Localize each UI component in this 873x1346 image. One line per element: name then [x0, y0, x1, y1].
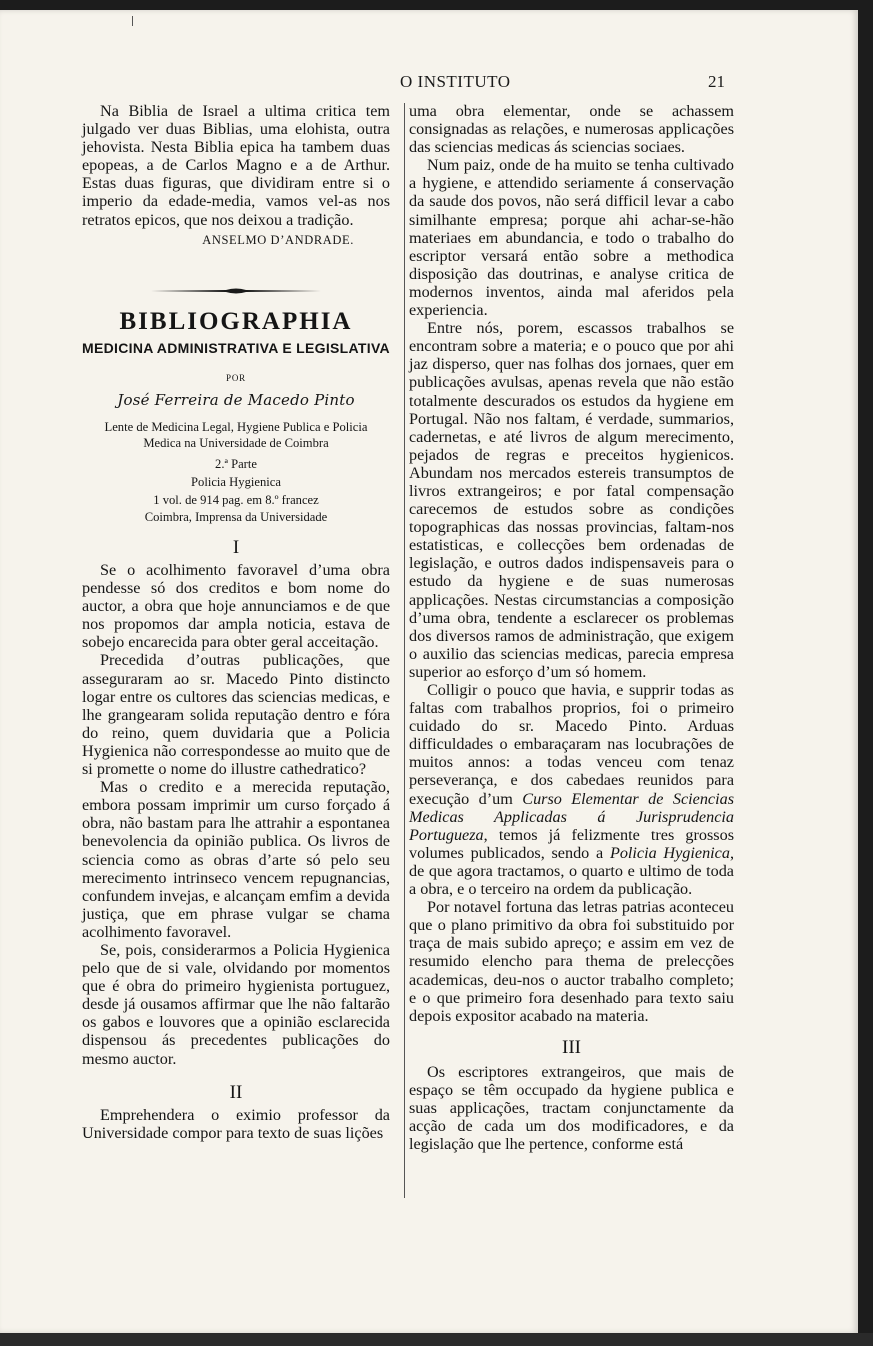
- book-author: José Ferreira de Macedo Pinto: [117, 391, 355, 410]
- intro-paragraph: Na Biblia de Israel a ultima critica tem julgado ver duas Biblias, uma elohista, outra jehovista. Nesta Biblia epica ha tambem duas epopeas, a de Carlos Magno e a de Arthur. Estas duas figuras, que dividiram entre si o imperio da edade-media, vamos vel-as nos retratos epicos, que nos deixou a tradição.: [82, 102, 390, 229]
- paragraph: Os escriptores extrangeiros, que mais de espaço se têm occupado da hygiene publica e suas applicações, tractam conjunctamente da acção de cada um dos modificadores, e da legislação que lhe pertence, conforme está: [409, 1062, 734, 1154]
- page-header: [60, 68, 750, 98]
- page-number: 21: [708, 72, 725, 91]
- paragraph: Precedida d’outras publicações, que asseguraram ao sr. Macedo Pinto distincto logar entre os cultores das sciencias medicas, e lhe grangearam solida reputação dentro e fóra do reino, quem duvidaria que a Policia Hygienica não correspondesse ao muito que de si promette o nome do illustre cathedratico?: [82, 651, 390, 779]
- right-column: [409, 102, 734, 1153]
- paragraph: Se, pois, considerarmos a Policia Hygienica pelo que de si vale, olvidando por momentos que é obra do primeiro hygienista portuguez, desde já ousamos affirmar que lhe não faltarão os gabos e louvores que a opinião esclarecida dispensou ás precedentes publicações do mesmo auctor.: [82, 940, 390, 1068]
- por-label: POR: [226, 372, 246, 383]
- running-head: O INSTITUTO: [400, 72, 511, 91]
- affiliation-line-2: Medica na Universidade de Coimbra: [143, 436, 329, 451]
- section-heading-ii: II: [229, 1081, 243, 1103]
- paragraph: [409, 681, 734, 898]
- book-details: [82, 419, 390, 525]
- left-column: [82, 102, 390, 1142]
- text-run: Colligir o pouco que havia, e supprir todas as faltas com trabalhos proprios, foi o primeiro cuidado do sr. Macedo Pinto. Arduas difficuldades o embaraçaram nas locubrações de muitos annos: a todas venceu com tenaz perseverança, e dos cabedaes reunidos para execução d’um: [409, 681, 734, 808]
- article-signature: ANSELMO D’ANDRADE.: [202, 232, 354, 247]
- book-volume: 1 vol. de 914 pag. em 8.º francez: [153, 493, 319, 508]
- section-heading-i: I: [232, 536, 240, 558]
- affiliation-line-1: Lente de Medicina Legal, Hygiene Publica e Policia: [104, 420, 368, 435]
- paragraph: Emprehendera o eximio professor da Universidade compor para texto de suas lições: [82, 1105, 390, 1142]
- section-heading-iii: III: [562, 1036, 581, 1058]
- paragraph: Por notavel fortuna das letras patrias aconteceu que o plano primitivo da obra foi substituido por traça de mais subido apreço; e assim em vez de resumido elencho para thema de prelecções academicas, deu-nos o auctor trabalho completo; e o que primeiro fora desenhado para texto saiu depois expositor acabado na materia.: [409, 898, 734, 1025]
- margin-tick: [132, 16, 133, 26]
- text-run: , de que agora tractamos, o quarto e ultimo de toda a obra, e o terceiro na ordem da publicação.: [409, 843, 734, 899]
- book-part: 2.ª Parte: [215, 456, 257, 471]
- column-rule: [404, 103, 405, 1198]
- italic-title: Policia Hygienica: [609, 843, 730, 862]
- ornamental-rule: [151, 287, 321, 295]
- paragraph: Mas o credito e a merecida reputação, embora possam imprimir um curso forçado á obra, não bastam para lhe attrahir a espontanea benevolencia da opinião publica. Os livros de sciencia como as obras d’arte só pelo seu merecimento intrinseco vencem repugnancias, confundem invejas, e alcançam emfim a devida justiça, que em phrase vulgar se chama acolhimento favoravel.: [82, 778, 390, 941]
- paragraph: Se o acolhimento favoravel d’uma obra pendesse só dos creditos e bom nome do auctor, a obra que hoje annunciamos e de que nos propomos dar ampla noticia, estava de sobejo encarecida para obter geral acceitação.: [82, 561, 390, 652]
- italic-title: Curso Elementar de Sciencias Medicas Applicadas á Jurisprudencia Portugueza: [409, 789, 735, 844]
- paragraph: Num paiz, onde de ha muito se tenha cultivado a hygiene, e attendido seriamente á conservação da saude dos povos, não será difficil levar a cabo similhante empresa; porque ahi achar-se-hão materiaes em abundancia, e todo o trabalho do escriptor versará então sobre a methodica disposição das doutrinas, e analyse critica de modernos inventos, ainda mal aferidos pela experiencia.: [409, 156, 734, 320]
- book-title: Policia Hygienica: [191, 475, 281, 490]
- section-title: BIBLIOGRAPHIA: [119, 307, 353, 335]
- scan-border: [0, 1333, 873, 1346]
- subheading: MEDICINA ADMINISTRATIVA E LEGISLATIVA: [82, 339, 390, 356]
- text-run: , temos já felizmente tres grossos volumes publicados, sendo a: [409, 825, 734, 862]
- book-publisher: Coimbra, Imprensa da Universidade: [144, 509, 328, 524]
- paragraph-continued: uma obra elementar, onde se achassem consignadas as relações, e numerosas applicações das sciencias medicas ás sciencias sociaes.: [409, 102, 734, 157]
- paragraph: Entre nós, porem, escassos trabalhos se encontram sobre a materia; e o pouco que por ahi jaz disperso, quer nas folhas dos jornaes, quer em publicações avulsas, apenas revela que não estão totalmente descurados os estudos da hygiene em Portugal. Não nos faltam, é verdade, summarios, cadernetas, e até livros de algum merecimento, pejados de regras e preceitos hygienicos. Abundam nos mercados estereis transumptos de livros extrangeiros; e por fatal compensação carecemos de estudos sobre as condições topographicas das nossas provincias, faltam-nos estatisticas, e collecções bem ordenadas de legislação, e outros dados indispensaveis para o estudo da hygiene e de suas numerosas applicações. Nestas circumstancias a composição d’uma obra, tendente a esclarecer os problemas dos diversos ramos de administração, que exigem o auxilio das sciencias medicas, parecia empresa superior ao esforço d’um só homem.: [409, 319, 734, 681]
